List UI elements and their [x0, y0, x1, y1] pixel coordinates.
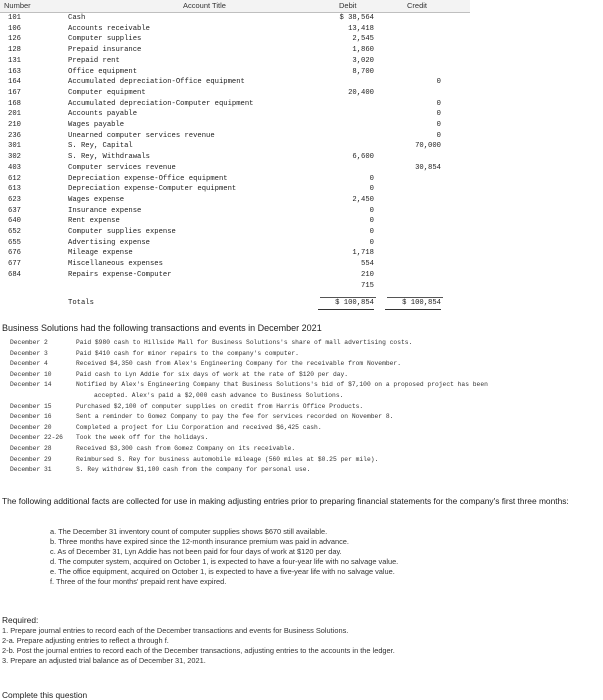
account-title: Mileage expense — [68, 249, 133, 258]
table-row — [0, 99, 470, 110]
debit-amount: 3,020 — [352, 56, 374, 65]
transaction-text: Reimbursed S. Rey for business automobile mileage (560 miles at $0.25 per mile). — [76, 455, 379, 463]
requirement-item: 1. Prepare journal entries to record each of the December transactions and events for Business Solutions. — [2, 626, 349, 635]
debit-amount: 0 — [369, 228, 374, 236]
table-row — [0, 206, 470, 217]
account-title: Depreciation expense-Office equipment — [68, 174, 228, 183]
table-header — [0, 0, 470, 13]
credit-amount: 30,854 — [415, 163, 441, 172]
transaction-date: December 31 — [10, 466, 52, 474]
requirement-item: 2-b. Post the journal entries to record each of the December transactions, adjusting entries to the accounts in the ledger. — [2, 646, 395, 655]
table-row — [0, 120, 470, 131]
transaction-date: December 10 — [10, 370, 52, 378]
account-number: 613 — [8, 185, 21, 194]
account-number: 684 — [8, 270, 21, 279]
debit-amount: 554 — [361, 260, 374, 269]
account-number: 164 — [8, 78, 21, 87]
account-number: 637 — [8, 206, 21, 215]
account-title: Accounts payable — [68, 110, 138, 119]
transaction-item — [10, 391, 600, 401]
account-number: 612 — [8, 174, 21, 183]
credit-amount: 0 — [436, 78, 441, 87]
account-title: Accumulated depreciation-Computer equipment — [68, 99, 254, 108]
transaction-text: Paid cash to Lyn Addie for six days of work at the rate of $120 per day. — [76, 370, 349, 378]
fact-item: f. Three of the four months' prepaid rent have expired. — [50, 577, 227, 586]
account-title: Prepaid rent — [68, 56, 120, 65]
transaction-date: December 29 — [10, 455, 52, 463]
account-title: Prepaid insurance — [68, 46, 142, 55]
account-title: Computer supplies — [68, 35, 142, 44]
transaction-item — [10, 444, 600, 454]
transaction-text: Purchased $2,100 of computer supplies on credit from Harris Office Products. — [76, 402, 364, 410]
table-row — [0, 259, 470, 270]
transaction-text: Notified by Alex's Engineering Company that Business Solutions's bid of $7,100 on a proposed project has been — [76, 381, 488, 389]
account-number: 236 — [8, 131, 21, 140]
transaction-text: Paid $980 cash to Hillside Mall for Business Solutions's share of mall advertising costs. — [76, 339, 413, 346]
transaction-item — [10, 433, 600, 443]
transaction-item — [10, 465, 600, 475]
debit-amount: 0 — [369, 206, 374, 215]
debit-amount: 1,718 — [352, 249, 374, 258]
transaction-text: Received $4,350 cash from Alex's Engineering Company for the receivable from November. — [76, 360, 401, 368]
account-title: Computer supplies expense — [68, 228, 176, 236]
transaction-text: Paid $410 cash for minor repairs to the company's computer. — [76, 349, 299, 357]
account-number: 677 — [8, 260, 21, 269]
account-title: Unearned computer services revenue — [68, 131, 215, 140]
account-title: Accounts receivable — [68, 24, 150, 33]
credit-amount: 0 — [436, 99, 441, 108]
transaction-item — [10, 402, 600, 412]
requirement-item: 2-a. Prepare adjusting entries to reflect a through f. — [2, 636, 169, 645]
adjustment-facts-list — [50, 527, 595, 587]
table-row — [0, 77, 470, 88]
header-debit: Debit — [339, 1, 357, 10]
transaction-date: December 28 — [10, 445, 52, 452]
debit-amount: 715 — [361, 281, 374, 290]
debit-amount: 0 — [369, 238, 374, 247]
table-row — [0, 141, 470, 152]
account-title: S. Rey, Withdrawals — [68, 153, 150, 162]
credit-amount: 70,000 — [415, 142, 441, 151]
table-row — [0, 34, 470, 45]
transaction-date: December 16 — [10, 413, 52, 421]
table-row — [0, 13, 470, 24]
table-row — [0, 56, 470, 67]
account-title: Depreciation expense-Computer equipment — [68, 185, 237, 194]
credit-amount: 0 — [436, 110, 441, 119]
account-number: 201 — [8, 110, 21, 119]
requirement-item: 3. Prepare an adjusted trial balance as of December 31, 2021. — [2, 656, 206, 665]
transaction-item — [10, 370, 600, 380]
table-row — [0, 195, 470, 206]
account-number: 655 — [8, 238, 21, 247]
trial-balance-table — [0, 0, 470, 312]
transaction-item — [10, 380, 600, 390]
transactions-intro: Business Solutions had the following transactions and events in December 2021 — [2, 323, 322, 333]
table-row — [0, 281, 470, 292]
account-title: Repairs expense-Computer — [68, 270, 172, 279]
transaction-item — [10, 338, 600, 348]
totals-label: Totals — [68, 299, 94, 307]
debit-amount: 210 — [361, 270, 374, 279]
table-row — [0, 163, 470, 174]
table-row — [0, 184, 470, 195]
header-credit: Credit — [407, 1, 428, 10]
account-number: 302 — [8, 153, 21, 162]
transaction-text: Completed a project for Liu Corporation and received $6,425 cash. — [76, 423, 322, 431]
debit-amount: 2,450 — [352, 195, 374, 204]
account-title: Wages expense — [68, 195, 125, 204]
account-title: Insurance expense — [68, 206, 142, 215]
totals-debit: $ 100,854 — [318, 299, 374, 310]
transaction-item — [10, 349, 600, 359]
transaction-text: S. Rey withdrew $1,100 cash from the company for personal use. — [76, 466, 311, 474]
table-row — [0, 152, 470, 163]
table-row — [0, 67, 470, 78]
debit-amount: 2,545 — [352, 35, 374, 44]
transaction-date: December 22-26 — [10, 434, 63, 442]
account-title: Accumulated depreciation-Office equipment — [68, 78, 245, 87]
account-number: 131 — [8, 56, 21, 65]
account-number: 106 — [8, 24, 21, 33]
transaction-item — [10, 455, 600, 465]
table-row — [0, 109, 470, 120]
transaction-text: accepted. Alex's paid a $2,000 cash advance to Business Solutions. — [94, 392, 344, 399]
complete-question-link[interactable]: Complete this question — [2, 690, 88, 700]
requirements-list — [2, 626, 597, 666]
account-title: Rent expense — [68, 217, 120, 226]
table-row — [0, 24, 470, 35]
transaction-item — [10, 412, 600, 422]
account-number: 403 — [8, 163, 21, 172]
transaction-item — [10, 359, 600, 369]
transaction-date: December 2 — [10, 339, 48, 346]
account-title: S. Rey, Capital — [68, 142, 133, 151]
account-title: Computer services revenue — [68, 163, 176, 172]
table-row — [0, 238, 470, 249]
account-number: 210 — [8, 121, 21, 129]
table-row — [0, 131, 470, 142]
account-title: Cash — [68, 14, 86, 22]
fact-item: a. The December 31 inventory count of computer supplies shows $670 still available. — [50, 527, 328, 536]
account-title: Wages payable — [68, 121, 125, 129]
totals-row — [0, 298, 470, 310]
transaction-item — [10, 423, 600, 433]
account-number: 640 — [8, 217, 21, 226]
transaction-date: December 15 — [10, 402, 52, 410]
transaction-text: Took the week off for the holidays. — [76, 434, 209, 442]
debit-amount: 0 — [369, 185, 374, 194]
account-number: 128 — [8, 46, 21, 55]
header-account-title: Account Title — [183, 1, 226, 10]
table-row — [0, 88, 470, 99]
account-number: 163 — [8, 67, 21, 76]
transaction-date: December 3 — [10, 349, 48, 357]
table-row — [0, 270, 470, 281]
account-number: 652 — [8, 228, 21, 236]
facts-intro: The following additional facts are collected for use in making adjusting entries prior to preparing financial statements for the company's first three months: — [2, 496, 569, 506]
account-number: 623 — [8, 195, 21, 204]
debit-amount: 8,700 — [352, 67, 374, 76]
debit-amount: $ 38,564 — [339, 14, 374, 22]
account-number: 301 — [8, 142, 21, 151]
transaction-date: December 4 — [10, 360, 48, 368]
account-number: 167 — [8, 88, 21, 97]
debit-amount: 0 — [369, 217, 374, 226]
account-title: Computer equipment — [68, 88, 146, 97]
table-row — [0, 227, 470, 238]
transaction-text: Received $3,300 cash from Gomez Company on its receivable. — [76, 445, 296, 452]
table-row — [0, 45, 470, 56]
debit-amount: 6,600 — [352, 153, 374, 162]
debit-amount: 1,860 — [352, 46, 374, 55]
account-number: 168 — [8, 99, 21, 108]
transaction-date: December 14 — [10, 381, 52, 389]
account-number: 101 — [8, 14, 21, 22]
table-row — [0, 174, 470, 185]
account-title: Miscellaneous expenses — [68, 260, 163, 269]
header-number: Number — [4, 1, 31, 10]
credit-amount: 0 — [436, 131, 441, 140]
fact-item: b. Three months have expired since the 12-month insurance premium was paid in advance. — [50, 537, 349, 546]
account-title: Office equipment — [68, 67, 138, 76]
credit-amount: 0 — [436, 121, 441, 129]
fact-item: d. The computer system, acquired on October 1, is expected to have a four-year life with no salvage value. — [50, 557, 399, 566]
table-row — [0, 248, 470, 259]
transaction-date: December 20 — [10, 423, 52, 431]
fact-item: c. As of December 31, Lyn Addie has not been paid for four days of work at $120 per day. — [50, 547, 342, 556]
required-heading: Required: — [2, 615, 39, 625]
transaction-text: Sent a reminder to Gomez Company to pay the fee for services recorded on November 8. — [76, 413, 394, 421]
debit-amount: 20,400 — [348, 88, 374, 97]
account-number: 676 — [8, 249, 21, 258]
totals-credit: $ 100,854 — [385, 299, 441, 310]
debit-amount: 0 — [369, 174, 374, 183]
table-row — [0, 216, 470, 227]
debit-amount: 13,418 — [348, 24, 374, 33]
account-number: 126 — [8, 35, 21, 44]
account-title: Advertising expense — [68, 238, 150, 247]
fact-item: e. The office equipment, acquired on October 1, is expected to have a five-year life with no salvage value. — [50, 567, 395, 576]
